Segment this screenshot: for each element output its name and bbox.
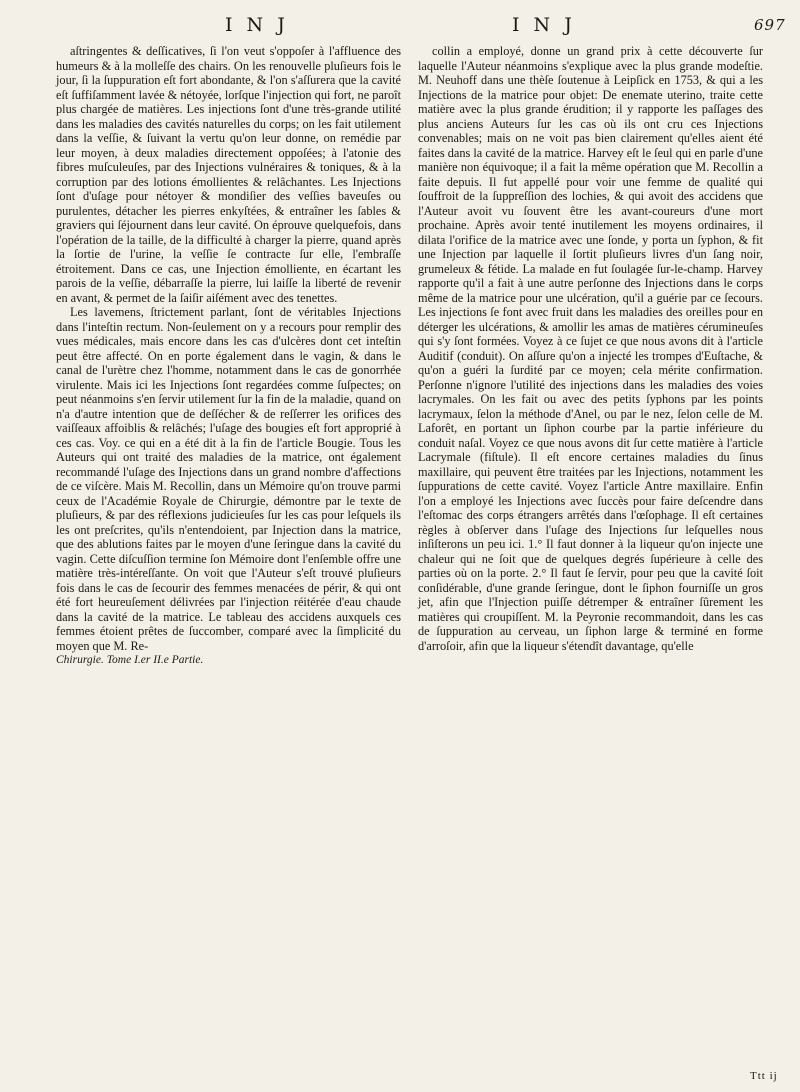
- left-paragraph-1: aſtringentes & deſſicatives, ſi l'on veut s'oppoſer à l'affluence des humeurs & à la molleſſe des chairs. On les renouvelle pluſieurs fois le jour, ſi la ſuppuration eſt fort abondante, & l'on s'aſſurera que la cavité eſt ſuffiſamment lavée & nétoyée, lorſque l'injection qui fort, ne paroît plus chargée de matières. Les injections ſont d'une très-grande utilité dans les maladies des cavités naturelles du corps; on les fait utilement dans la veſſie, & ſuivant la vertu qu'on leur donne, on remédie par leur moyen, à deux maladies directement oppoſées; à l'atonie des fibres muſculeuſes, par des Injections vulnéraires & toniques, & à la corruption par des lotions émollientes & relâchantes. Les Injections ſont d'uſage pour nétoyer & mondiſier des veſſies baveuſes ou purulentes, détacher les pierres enkyſtées, & entraîner les ſables & graviers qui ſéjournent dans leur cavité. On éprouve quelquefois, dans l'opération de la taille, de la difficulté à charger la pierre, quand après la ſortie de l'urine, la veſſie ſe contracte ſur elle, l'embraſſe étroitement. Dans ce cas, une Injection émolliente, en écartant les parois de la veſſie, débarraſſe la pierre, lui laiſſe la liberté de revenir en avant, & permet de la ſaiſir aiſément avec des tenettes.: [56, 44, 401, 305]
- page-footer: Chirurgie. Tome I.er II.e Partie.: [56, 654, 204, 666]
- left-paragraph-2: Les lavemens, ſtrictement parlant, ſont de véritables Injections dans l'inteſtin rectum. Non-ſeulement on y a recours pour remplir des vues médicales, mais encore dans les cas d'ulcères dont cet inteſtin peut être affecté. On en porte également dans le vagin, & dans le canal de l'urètre chez l'homme, notamment dans le cas de gonorrhée virulente. Mais ici les Injections ſont regardées comme ſuſpectes; on peut néanmoins s'en ſervir utilement ſur la fin de la maladie, quand on n'a d'autre intention que de deſſécher & de reſſerrer les orifices des vaiſſeaux affoiblis & relâchés; l'uſage des bougies eſt fort approprié à ces cas. Voy. ce qui en a été dit à la fin de l'article Bougie. Tous les Auteurs qui ont traité des maladies de la matrice, ont également recommandé l'uſage des Injections dans un grand nombre d'affections de ce viſcère. Mais M. Recollin, dans un Mémoire qu'on trouve parmi ceux de l'Académie Royale de Chirurgie, démontre par le texte de pluſieurs, & par des réflexions judicieuſes ſur les cas pour leſquels ils les ont preſcrites, qu'ils n'entendoient, par Injection dans la matrice, que des ablutions faites par le moyen d'une ſeringue dans la cavité du vagin. Cette diſcuſſion termine ſon Mémoire dont l'enſemble offre une matière très-intéreſſante. On voit que l'Auteur s'eſt trouvé pluſieurs fois dans le cas de ſecourir des femmes menacées de périr, & qui ont été fort heureuſement délivrées par l'injection réitérée d'eau chaude dans la cavité de la matrice. Le tableau des accidens auxquels ces femmes étoient prêtes de ſuccomber, comparé avec la ſimplicité du moyen que M. Re-: [56, 305, 401, 653]
- page-number: 697: [754, 16, 786, 34]
- right-column: [418, 44, 763, 653]
- left-column: [56, 44, 401, 668]
- header-right-word: I N J: [512, 14, 576, 36]
- header-left-word: I N J: [225, 14, 289, 36]
- signature-mark: Ttt ij: [750, 1070, 778, 1082]
- running-header: [0, 8, 800, 42]
- right-paragraph-1: collin a employé, donne un grand prix à cette découverte ſur laquelle l'Auteur néanmoins s'explique avec la plus grande modeſtie. M. Neuhoff dans une thèſe ſoutenue à Leipſick en 1753, & qui a les Injections de la matrice pour objet: De enemate uterino, traite cette matière avec la plus grande érudition; il y rapporte les paſſages des plus anciens Auteurs ſur les cas où ils ont cru ces Injections convenables; mais on ne voit pas bien clairement qu'elles aient été faites dans la cavité de la matrice. Harvey eſt le ſeul qui en parle d'une manière non équivoque; il a fait la même opération que M. Recollin a faite depuis. Il fut appellé pour voir une femme de qualité qui ſouffroit de la ſuppreſſion des lochies, & qui avoit des accidens que l'Auteur avoit vu ſouvent être les avant-coureurs d'une mort prochaine. Après avoir tenté inutilement les moyens ordinaires, il dilata l'orifice de la matrice avec une ſonde, y porta un ſyphon, & fit une Injection par laquelle il ſortit pluſieurs livres d'un ſang noir, grumeleux & fétide. La malade en fut ſoulagée ſur-le-champ. Harvey rapporte qu'il a fait à une autre perſonne des Injections dans le corps même de la matrice pour une ulcération, qu'il a guérie par ce ſecours. Les injections ſe font avec fruit dans les maladies des oreilles pour en déterger les ulcérations, & amollir les amas de matières cérumineuſes qui s'y ſont formées. Voyez à ce ſujet ce que nous avons dit à l'article Auditif (conduit). On aſſure qu'on a injecté les trompes d'Euſtache, & qu'on a guéri la ſurdité par ce moyen; cela mérite confirmation. Perſonne n'ignore l'utilité des injections dans les maladies des voies lacrymales. On les fait ou avec des petits ſyphons par les points lacrymaux, ſelon la méthode d'Anel, ou par le nez, ſelon celle de M. Laforêt, en portant un ſiphon courbe par la partie inférieure du conduit naſal. Voyez ce que nous avons dit ſur cette matière à l'article Lacrymale (fiſtule). Il eſt encore certaines maladies du ſinus maxillaire, qui peuvent être traitées par les Injections, notamment les ſuppurations de cette cavité. Voyez l'article Antre maxillaire. Enfin l'on a employé les Injections avec ſuccès pour faire deſcendre dans l'eſtomac des corps étrangers arrêtés dans l'œſophage. Il eſt certaines règles à obſerver dans l'uſage des Injections ſur leſquelles nous inſiſterons un peu ici. 1.° Il faut donner à la liqueur qu'on injecte une chaleur qui ne ſoit que de quelques degrés ſupérieure à celle des parties où on la porte. 2.° Il faut ſe ſervir, pour peu que la cavité ſoit conſidérable, d'une grande ſeringue, dont le ſiphon fourniſſe un gros jet, afin que l'Injection puiſſe détremper & entraîner ſûrement les matières qui croupiſſent. M. la Peyronie recommandoit, dans les cas de ſuppuration au cerveau, un ſiphon large & terminé en forme d'arroſoir, afin que la liqueur s'étendît davantage, qu'elle: [418, 44, 763, 653]
